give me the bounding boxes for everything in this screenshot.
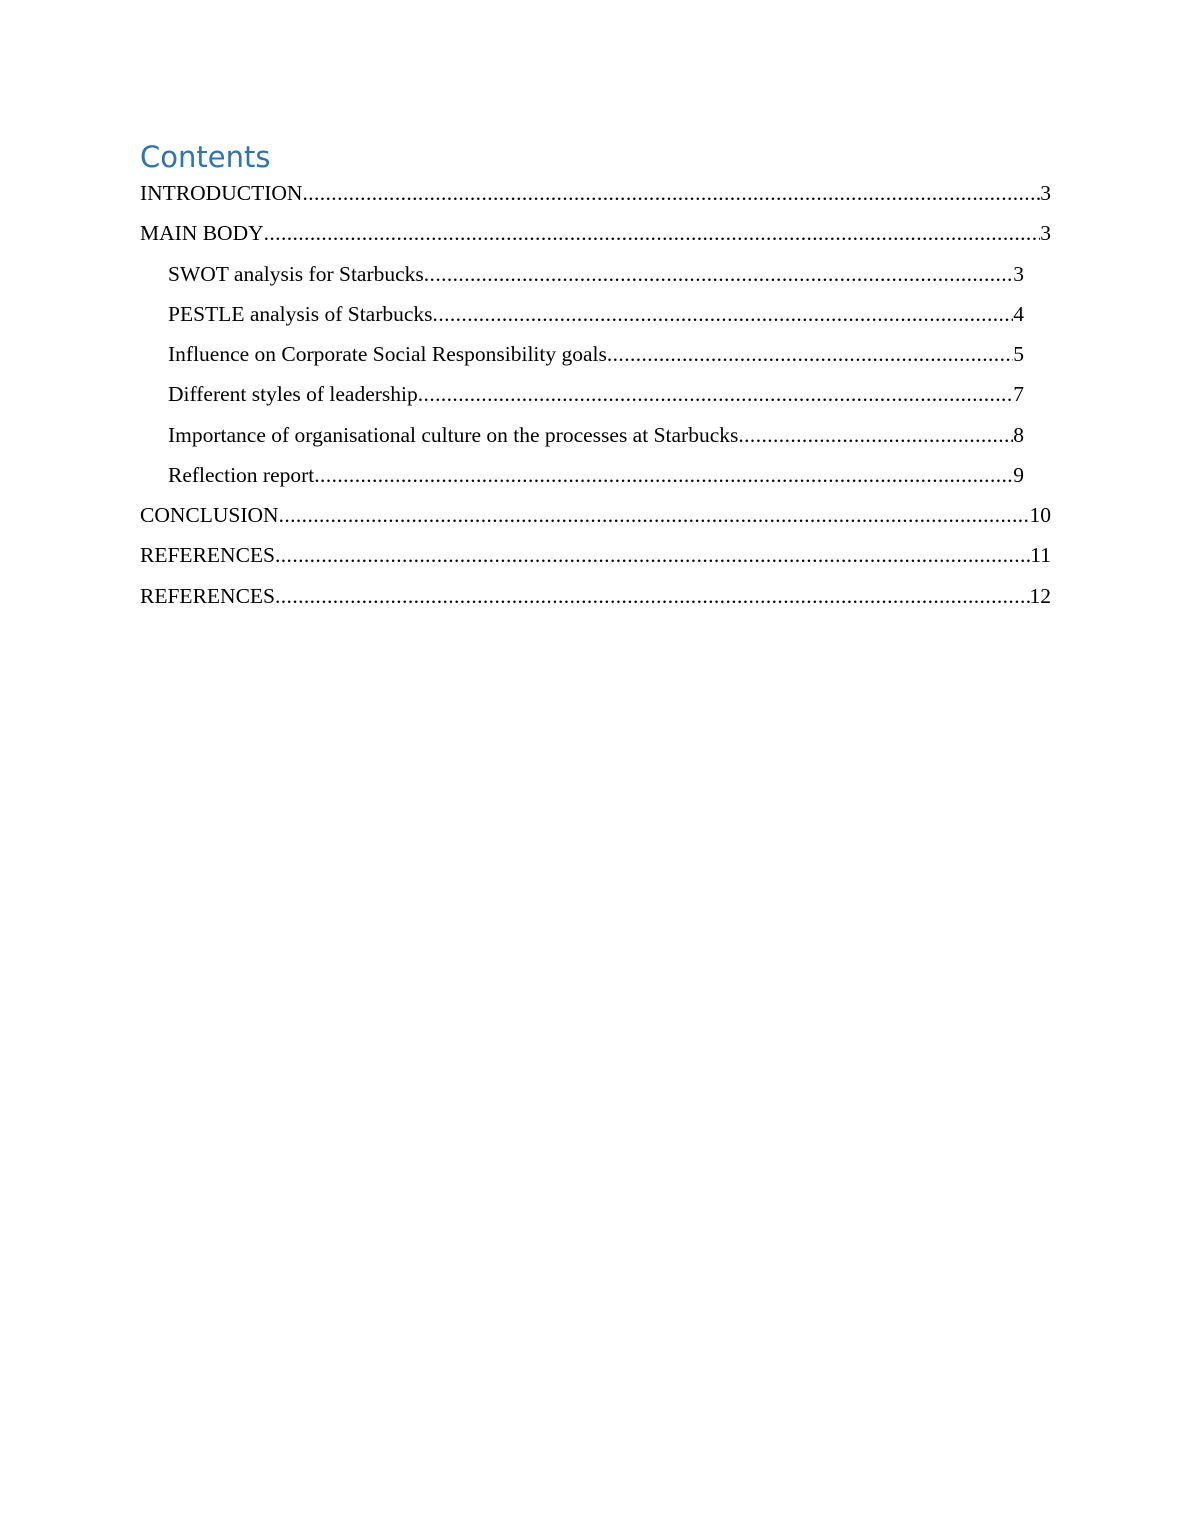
toc-entry-label: CONCLUSION [140, 503, 279, 527]
toc-page-number: 8 [1013, 423, 1024, 447]
toc-entry-pestle-analysis[interactable] [168, 299, 1024, 329]
toc-entry-label: Importance of organisational culture on the processes at Starbucks [168, 423, 739, 447]
toc-entry-label: SWOT analysis for Starbucks [168, 262, 424, 286]
toc-page-number: 10 [1029, 503, 1051, 527]
toc-leader-dots [607, 339, 1013, 369]
toc-page-number: 11 [1030, 543, 1051, 567]
toc-entry-label: Reflection report [168, 463, 315, 487]
toc-leader-dots [275, 581, 1030, 611]
toc-entry-label: MAIN BODY [140, 221, 264, 245]
toc-entry-label: PESTLE analysis of Starbucks [168, 302, 433, 326]
toc-leader-dots [264, 218, 1041, 248]
toc-entry-label: Influence on Corporate Social Responsibility goals [168, 342, 607, 366]
toc-entry-references-2[interactable] [140, 581, 1051, 611]
toc-entry-label: REFERENCES [140, 584, 275, 608]
toc-page-number: 9 [1013, 463, 1024, 487]
toc-page-number: 12 [1029, 584, 1051, 608]
toc-leader-dots [738, 420, 1013, 450]
toc-entry-label: INTRODUCTION [140, 181, 303, 205]
toc-entry-organisational-culture[interactable] [168, 420, 1024, 450]
toc-page-number: 7 [1013, 382, 1024, 406]
toc-page-number: 3 [1040, 221, 1051, 245]
toc-leader-dots [433, 299, 1014, 329]
toc-page-number: 3 [1013, 262, 1024, 286]
toc-entry-reflection-report[interactable] [168, 460, 1024, 490]
toc-leader-dots [275, 540, 1030, 570]
toc-leader-dots [424, 259, 1013, 289]
toc-leader-dots [314, 460, 1013, 490]
toc-entry-main-body[interactable] [140, 218, 1051, 248]
toc-page-number: 4 [1013, 302, 1024, 326]
toc-leader-dots [279, 500, 1030, 530]
toc-leader-dots [418, 379, 1013, 409]
toc-entry-references[interactable] [140, 540, 1051, 570]
toc-entry-label: Different styles of leadership [168, 382, 418, 406]
toc-entry-label: REFERENCES [140, 543, 275, 567]
toc-entry-introduction[interactable] [140, 178, 1051, 208]
toc-page-number: 5 [1013, 342, 1024, 366]
toc-entry-swot-analysis[interactable] [168, 259, 1024, 289]
toc-page-number: 3 [1040, 181, 1051, 205]
toc-entry-conclusion[interactable] [140, 500, 1051, 530]
toc-entry-leadership-styles[interactable] [168, 379, 1024, 409]
toc-entry-csr-goals[interactable] [168, 339, 1024, 369]
toc-title: Contents [140, 140, 271, 174]
toc-leader-dots [302, 178, 1040, 208]
